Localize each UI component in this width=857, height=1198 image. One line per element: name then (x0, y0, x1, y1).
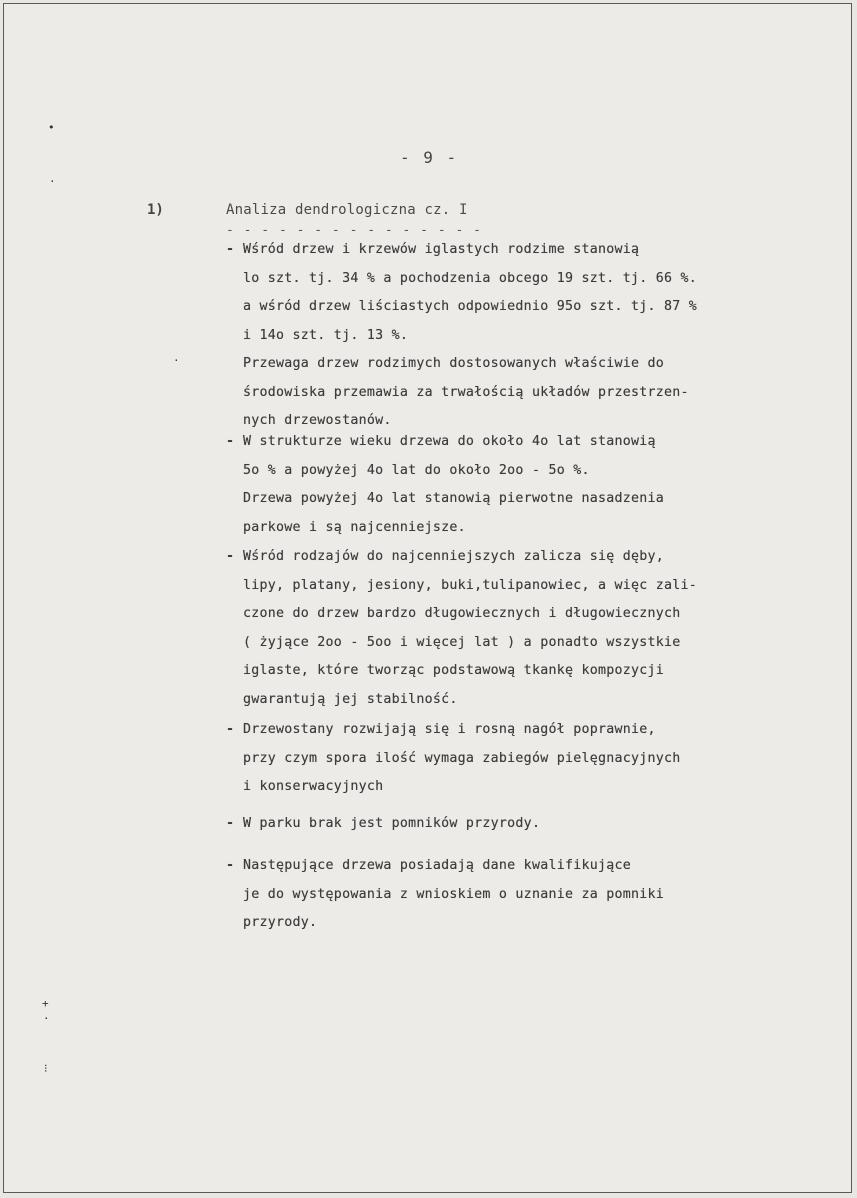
paragraph-species-origin (226, 236, 826, 436)
paragraph-line: a wśród drzew liściastych odpowiednio 95o szt. tj. 87 % (243, 299, 698, 314)
margin-speck: + (42, 997, 49, 1010)
paragraph-qualifying-trees (226, 852, 826, 938)
paragraph-line: - Wśród drzew i krzewów iglastych rodzime stanowią (226, 236, 826, 265)
paragraph-line: i 14o szt. tj. 13 %. (243, 327, 409, 343)
paragraph-line: lipy, platany, jesiony, buki,tulipanowiec, a więc zali- (243, 577, 698, 593)
paragraph-line: i konserwacyjnych (243, 779, 384, 794)
paragraph-line: - W strukturze wieku drzewa do około 4o lat stanowią (226, 428, 826, 457)
paragraph-line: Drzewa powyżej 4o lat stanowią pierwotne nasadzenia (243, 491, 665, 506)
bullet-dash: - (226, 242, 235, 257)
margin-speck: ⁝ (44, 1062, 48, 1075)
paragraph-line: przy czym spora ilość wymaga zabiegów pielęgnacyjnych (243, 750, 681, 766)
paragraph-line: - Drzewostany rozwijają się i rosną nagół poprawnie, (226, 716, 826, 745)
paragraph-line: - Wśród rodzajów do najcenniejszych zalicza się dęby, (226, 543, 826, 572)
paragraph-line: środowiska przemawia za trwałością układów przestrzen- (243, 384, 689, 400)
title-underline: - - - - - - - - - - - - - - - (226, 223, 482, 238)
paragraph-line: gwarantują jej stabilność. (243, 691, 458, 707)
margin-speck: · (173, 354, 180, 367)
paragraph-line: czone do drzew bardzo długowiecznych i długowiecznych (243, 606, 681, 621)
margin-speck: · (49, 175, 56, 188)
paragraph-line: przyrody. (243, 915, 318, 930)
paragraph-line: lo szt. tj. 34 % a pochodzenia obcego 19 szt. tj. 66 %. (243, 270, 698, 286)
paragraph-line: iglaste, które tworząc podstawową tkankę kompozycji (243, 663, 665, 678)
bullet-dash: - (226, 549, 235, 564)
paragraph-no-monuments (226, 810, 826, 839)
paragraph-line: ( żyjące 2oo - 5oo i więcej lat ) a ponadto wszystkie (243, 634, 681, 650)
paragraph-age-structure (226, 428, 826, 542)
bullet-dash: - (226, 722, 235, 737)
paragraph-valuable-genera (226, 543, 826, 714)
margin-speck: · (43, 1012, 50, 1025)
bullet-dash: - (226, 858, 235, 873)
section-title: Analiza dendrologiczna cz. I (226, 202, 468, 218)
paragraph-tree-condition (226, 716, 826, 802)
paragraph-line: 5o % a powyżej 4o lat do około 2oo - 5o %. (243, 462, 590, 478)
paragraph-line: - W parku brak jest pomników przyrody. (226, 810, 826, 839)
paragraph-line: je do występowania z wnioskiem o uznanie za pomniki (243, 886, 665, 902)
bullet-dash: - (226, 434, 235, 449)
margin-speck: • (48, 121, 55, 134)
paragraph-line: - Następujące drzewa posiadają dane kwalifikujące (226, 852, 826, 881)
paragraph-line: nych drzewostanów. (243, 413, 392, 428)
paragraph-line: Przewaga drzew rodzimych dostosowanych właściwie do (243, 356, 665, 371)
bullet-dash: - (226, 816, 235, 831)
page-number: - 9 - (400, 148, 459, 167)
paragraph-line: parkowe i są najcenniejsze. (243, 519, 466, 535)
section-number: 1) (147, 202, 164, 218)
